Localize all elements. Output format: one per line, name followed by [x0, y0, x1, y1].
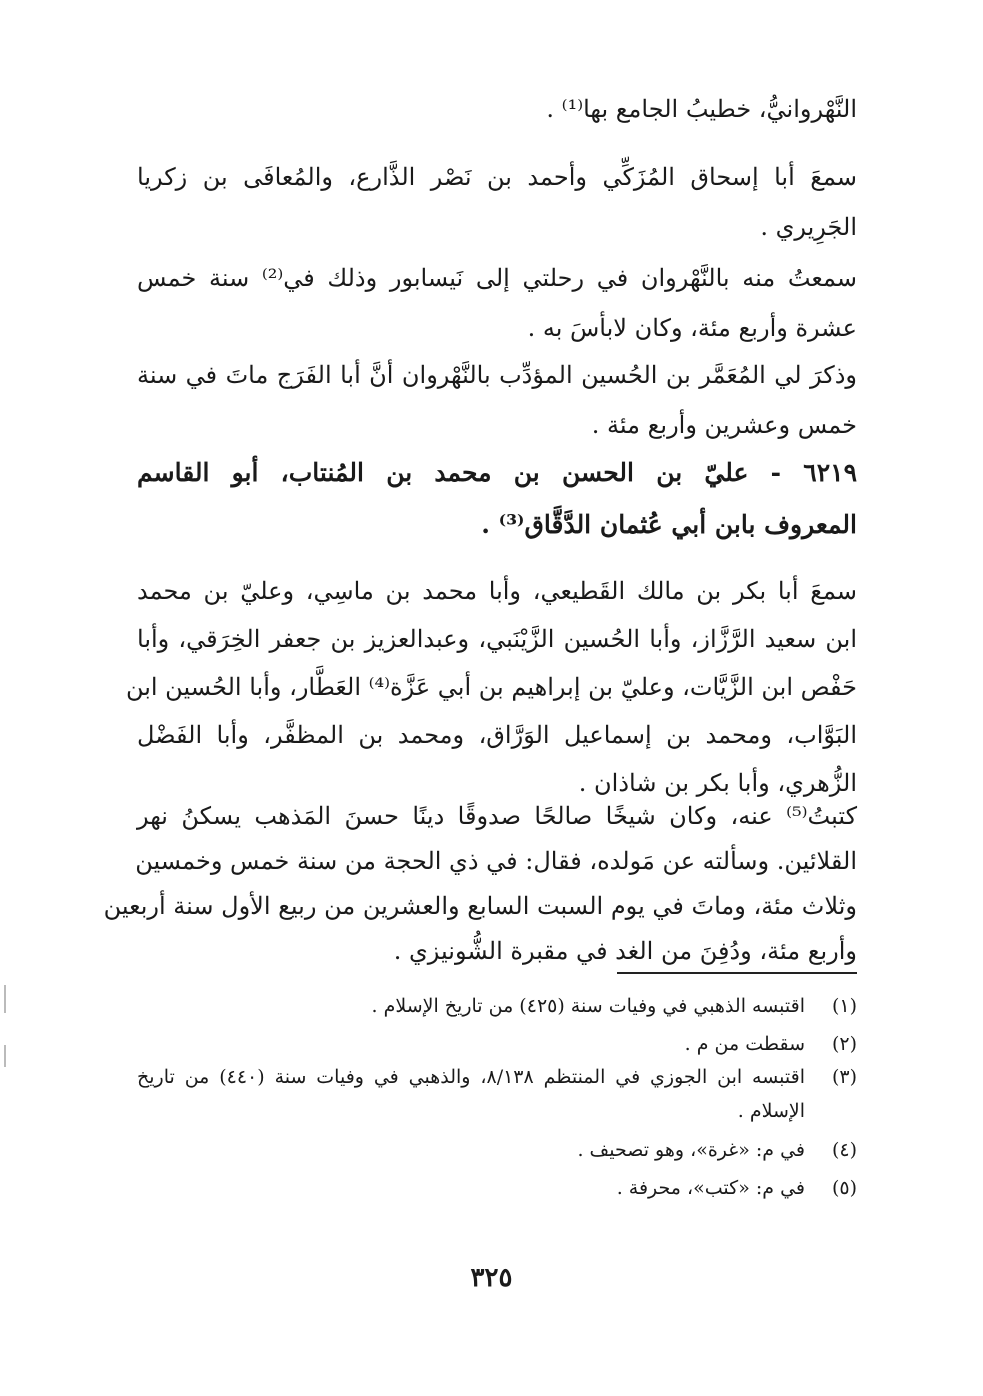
text-line: الجَرِيري . [760, 213, 857, 241]
footnote-text: اقتبسه ابن الجوزي في المنتظم ٨/١٣٨، والذهبي في وفيات سنة (٤٤٠) من تاريخ [137, 1066, 806, 1088]
scan-margin-mark [4, 985, 6, 1013]
footnote-number: (٤) [831, 1139, 857, 1161]
footnote-number: (١) [831, 995, 857, 1017]
footnote-4 [137, 1139, 857, 1169]
paragraph-4 [137, 361, 857, 461]
text-line: سمعتُ منه بالنَّهْروان في رحلتي إلى نَيسابور وذلك في⁽²⁾ سنة خمس [137, 264, 857, 292]
paragraph-3 [137, 264, 857, 364]
footnote-number: (٢) [831, 1033, 857, 1055]
text-line: سمعَ أبا بكر بن مالك القَطيعي، وأبا محمد بن ماسِي، وعليّ بن محمد [137, 577, 857, 605]
text-line: القلائين. وسألته عن مَولده، فقال: في ذي الحجة من سنة خمس وخمسين [135, 847, 857, 875]
paragraph-1 [137, 95, 857, 135]
text-line: عشرة وأربع مئة، وكان لابأسَ به . [527, 314, 857, 342]
footnote-number: (٣) [831, 1066, 857, 1088]
text-line: خمس وعشرين وأربع مئة . [591, 411, 857, 439]
text-line: وذكرَ لي المُعَمَّر بن الحُسين المؤدِّب بالنَّهْروان أنَّ أبا الفَرَج ماتَ في سنة [137, 361, 857, 389]
footnote-text: اقتبسه الذهبي في وفيات سنة (٤٢٥) من تاريخ الإسلام . [371, 995, 805, 1017]
text-line: كتبتُ⁽⁵⁾ عنه، وكان شيخًا صالحًا صدوقًا دينًا حسنَ المَذهب يسكنُ نهر [137, 802, 857, 830]
heading-line: المعروف بابن أبي عُثمان الدَّقَّاق⁽³⁾ . [481, 510, 857, 539]
text-line: النَّهْروانيُّ، خطيبُ الجامع بها⁽¹⁾ . [546, 95, 857, 123]
text-line: وثلاث مئة، وماتَ في يوم السبت السابع والعشرين من ربيع الأول سنة أربعين [103, 892, 857, 920]
footnote-text: في م: «كتب»، محرفة . [616, 1177, 805, 1199]
footnote-separator [617, 972, 857, 974]
footnote-5 [137, 1177, 857, 1207]
text-line: الزُّهري، وأبا بكر بن شاذان . [578, 769, 857, 797]
scan-margin-mark [4, 1045, 6, 1067]
footnote-2 [137, 1033, 857, 1063]
footnote-3 [137, 1066, 857, 1136]
page-number: ٣٢٥ [470, 1263, 513, 1293]
footnote-1 [137, 995, 857, 1025]
footnote-number: (٥) [831, 1177, 857, 1199]
heading-line: ٦٢١٩ - عليّ بن الحسن بن محمد بن المُنتاب، أبو القاسم [137, 458, 857, 487]
footnote-text: الإسلام . [737, 1100, 805, 1122]
text-line: البَوَّاب، ومحمد بن إسماعيل الوَرَّاق، ومحمد بن المظفَّر، وأبا الفَضْل [137, 721, 857, 749]
footnote-text: في م: «غرة»، وهو تصحيف . [577, 1139, 805, 1161]
text-line: سمعَ أبا إسحاق المُزَكِّي وأحمد بن نَصْر الذَّارع، والمُعافَى بن زكريا [137, 163, 857, 191]
text-line: حَفْص ابن الزَّيَّات، وعليّ بن إبراهيم بن أبي عَزَّة⁽⁴⁾ العَطَّار، وأبا الحُسين ابن [125, 673, 857, 701]
text-line: وأربع مئة، ودُفِنَ من الغد في مقبرة الشُّونيزي . [393, 937, 857, 965]
paragraph-5 [125, 577, 857, 807]
text-line: ابن سعيد الرَّزَّاز، وأبا الحُسين الزَّيْنَبي، وعبدالعزيز بن جعفر الخِرَقي، وأبا [137, 625, 857, 653]
footnote-text: سقطت من م . [684, 1033, 805, 1055]
paragraph-2 [137, 163, 857, 263]
paragraph-6 [103, 802, 857, 982]
entry-heading [137, 458, 857, 558]
